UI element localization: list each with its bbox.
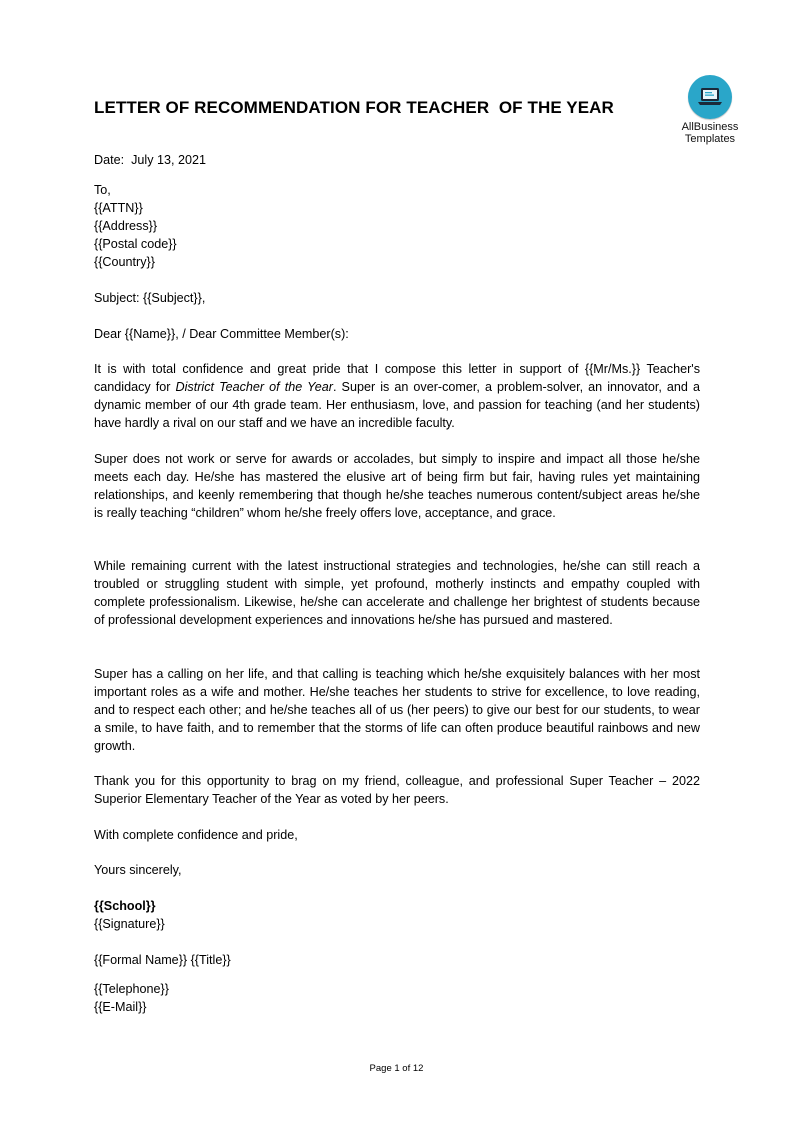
date: Date: July 13, 2021 <box>94 153 207 167</box>
signature-placeholder: {{Signature}} <box>94 917 165 931</box>
closing-sincerely: Yours sincerely, <box>94 863 182 877</box>
closing-confidence: With complete confidence and pride, <box>94 828 298 842</box>
paragraph-4: Super has a calling on her life, and that calling is teaching which he/she exquisitely balances with her most important roles as a wife and mother. He/she teaches her students to strive for excellence, to love reading, and to respect each other; and he/she teaches all of us (her peers) to give our best for our students, to wear a smile, to have faith, and to remember that the storms of life can often produce beautiful rainbows and new growth. <box>94 667 700 753</box>
closing-line-1 <box>94 826 700 844</box>
school-name: {{School}} <box>94 899 156 913</box>
paragraph-1-start: It is with total confidence and great pride that I compose this letter in support of {{Mr/Ms.}} Teacher's candidacy for <box>94 362 700 394</box>
subject: Subject: {{Subject}}, <box>94 291 206 305</box>
address-street: {{Address}} <box>94 219 158 233</box>
document-title: LETTER OF RECOMMENDATION FOR TEACHER OF THE YEAR <box>94 98 614 117</box>
page-footer: Page 1 of 12 <box>369 1063 424 1074</box>
signature-block <box>94 897 700 933</box>
salutation-line <box>94 325 700 343</box>
contact-block <box>94 980 700 1016</box>
logo-text <box>672 121 748 145</box>
subject-line <box>94 289 700 307</box>
recipient-address <box>94 181 700 271</box>
paragraph-1 <box>94 360 700 432</box>
name-title-block <box>94 951 700 969</box>
logo-line-1: AllBusiness <box>681 121 739 133</box>
formal-name-title: {{Formal Name}} {{Title}} <box>94 953 231 967</box>
salutation: Dear {{Name}}, / Dear Committee Member(s): <box>94 327 349 341</box>
paragraph-3: While remaining current with the latest instructional strategies and technologies, he/she can still reach a troubled or struggling student with simple, yet profound, motherly instincts and empathy coupled with complete professionalism. Likewise, he/she can accelerate and challenge her brightest of students because of professional development experiences and innovations he/she has pursued and mastered. <box>94 559 700 627</box>
paragraph-1-end: . Super is an over-comer, a problem-solver, an innovator, and a dynamic member of our 4th grade team. Her enthusiasm, love, and passion for teaching (and her students) have hardly a rival on our staff and we have an incredible faculty. <box>94 380 700 430</box>
date-line <box>94 151 700 169</box>
paragraph-1-italic: District Teacher of the Year <box>175 380 333 394</box>
company-logo <box>672 75 748 145</box>
paragraph-2: Super does not work or serve for awards or accolades, but simply to inspire and impact all those he/she meets each day. He/she has mastered the elusive art of being firm but fair, having rules yet maintaining relationships, and keenly remembering that though he/she teaches numerous content/subject areas he/she is really teaching “children” whom he/she freely offers love, acceptance, and grace. <box>94 452 700 520</box>
address-to: To, <box>94 183 111 197</box>
paragraph-5: Thank you for this opportunity to brag on my friend, colleague, and professional Super Teacher – 2022 Superior Elementary Teacher of the Year as voted by her peers. <box>94 774 700 806</box>
logo-badge <box>688 75 732 119</box>
email: {{E-Mail}} <box>94 1000 147 1014</box>
closing-line-2 <box>94 861 700 879</box>
laptop-icon <box>696 84 724 110</box>
address-postal: {{Postal code}} <box>94 237 177 251</box>
telephone: {{Telephone}} <box>94 982 169 996</box>
address-country: {{Country}} <box>94 255 155 269</box>
address-attn: {{ATTN}} <box>94 201 143 215</box>
logo-line-2: Templates <box>684 133 736 145</box>
